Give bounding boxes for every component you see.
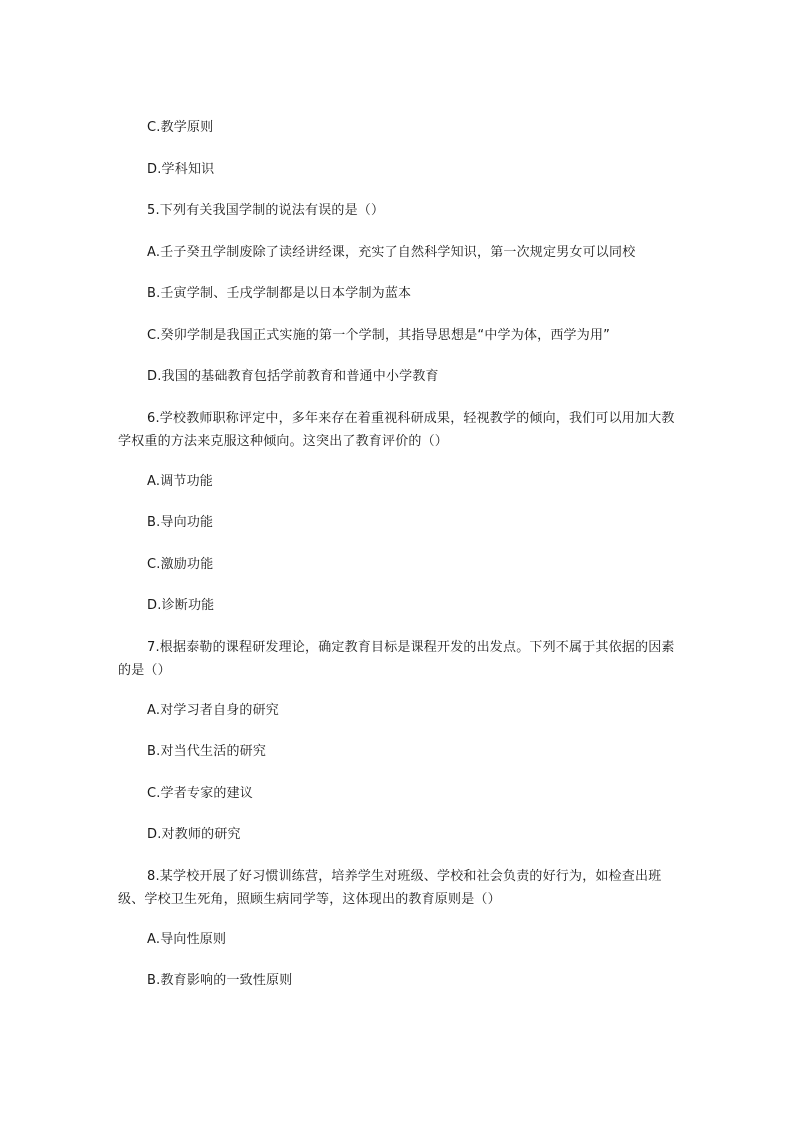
question-6-stem: 6.学校教师职称评定中，多年来存在着重视科研成果，轻视教学的倾向，我们可以用加大教学权重的方法来克服这种倾向。这突出了教育评价的（） <box>118 411 675 449</box>
question-5-option-d: D.我国的基础教育包括学前教育和普通中小学教育 <box>147 369 439 384</box>
question-7-option-a: A.对学习者自身的研究 <box>147 703 279 718</box>
question-5-stem: 5.下列有关我国学制的说法有误的是（） <box>147 203 385 218</box>
question-7-option-c: C.学者专家的建议 <box>147 786 254 801</box>
question-8-option-b: B.教育影响的一致性原则 <box>147 973 293 988</box>
question-5-option-a: A.壬子癸丑学制废除了读经讲经课，充实了自然科学知识，第一次规定男女可以同校 <box>147 245 636 260</box>
question-5-option-c: C.癸卯学制是我国正式实施的第一个学制，其指导思想是“中学为体，西学为用” <box>147 328 611 343</box>
question-7-stem: 7.根据泰勒的课程研发理论，确定教育目标是课程开发的出发点。下列不属于其依据的因素的是（） <box>118 640 675 678</box>
question-5-option-b: B.壬寅学制、壬戌学制都是以日本学制为蓝本 <box>147 286 412 301</box>
option-c-teaching-principle: C.教学原则 <box>147 120 214 135</box>
question-6-option-b: B.导向功能 <box>147 515 214 530</box>
question-8-option-a: A.导向性原则 <box>147 932 227 947</box>
option-d-subject-knowledge: D.学科知识 <box>147 162 215 177</box>
question-7-option-b: B.对当代生活的研究 <box>147 744 267 759</box>
question-6-option-a: A.调节功能 <box>147 474 213 489</box>
question-7-option-d: D.对教师的研究 <box>147 827 241 842</box>
question-6-option-d: D.诊断功能 <box>147 598 215 613</box>
question-6-option-c: C.激励功能 <box>147 557 214 572</box>
question-8-stem: 8.某学校开展了好习惯训练营，培养学生对班级、学校和社会负责的好行为，如检查出班级、学校卫生死角，照顾生病同学等，这体现出的教育原则是（） <box>118 869 662 907</box>
